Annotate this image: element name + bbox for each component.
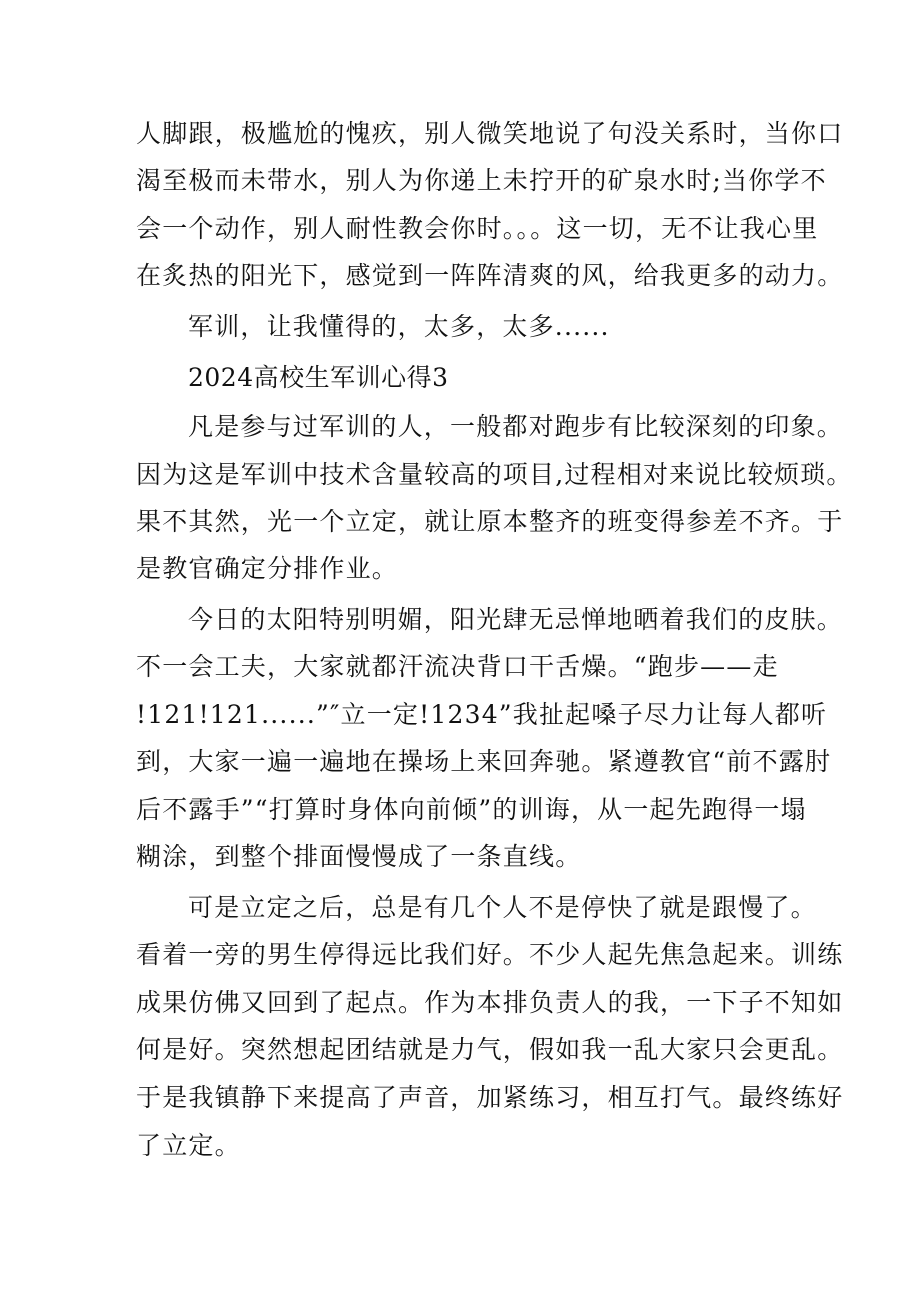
paragraph-line: 成果仿佛又回到了起点。作为本排负责人的我，一下子不知如: [136, 988, 844, 1017]
paragraph-line: !121!121......”″立一定!1234”我扯起嗓子尽力让每人都听: [136, 700, 828, 729]
paragraph-line: 今日的太阳特别明媚，阳光肆无忌惮地晒着我们的皮肤。: [188, 605, 844, 634]
paragraph-line: 了立定。: [136, 1131, 241, 1160]
paragraph-line: 果不其然，光一个立定，就让原本整齐的班变得参差不齐。于: [136, 507, 844, 536]
paragraph-line: 因为这是军训中技术含量较高的项目,过程相对来说比较烦琐。: [136, 460, 853, 489]
paragraph-line: 渴至极而未带水，别人为你递上未拧开的矿泉水时;当你学不: [136, 166, 827, 195]
paragraph-line: 人脚跟，极尴尬的愧疚，别人微笑地说了句没关系时，当你口: [136, 119, 844, 148]
paragraph-line: 军训，让我懂得的，太多，太多......: [188, 312, 610, 341]
paragraph-line: 会一个动作，别人耐性教会你时。。。这一切，无不让我心里: [136, 214, 819, 243]
paragraph-line: 后不露手”“打算时身体向前倾”的训诲，从一起先跑得一塌: [136, 795, 807, 824]
paragraph-line: 糊涂，到整个排面慢慢成了一条直线。: [136, 842, 582, 871]
paragraph-line: 不一会工夫，大家就都汗流决背口干舌燥。“跑步——走: [136, 652, 779, 681]
paragraph-line: 看着一旁的男生停得远比我们好。不少人起先焦急起来。训练: [136, 940, 844, 969]
paragraph-line: 到，大家一遍一遍地在操场上来回奔驰。紧遵教官“前不露肘: [136, 747, 832, 776]
paragraph-line: 何是好。突然想起团结就是力气，假如我一乱大家只会更乱。: [136, 1035, 844, 1064]
section-heading: 2024高校生军训心得3: [188, 363, 449, 392]
paragraph-line: 是教官确定分排作业。: [136, 554, 399, 583]
paragraph-line: 可是立定之后，总是有几个人不是停快了就是跟慢了。: [188, 893, 817, 922]
paragraph-line: 凡是参与过军训的人，一般都对跑步有比较深刻的印象。: [188, 412, 844, 441]
paragraph-line: 在炙热的阳光下，感觉到一阵阵清爽的风，给我更多的动力。: [136, 261, 844, 290]
paragraph-line: 于是我镇静下来提高了声音，加紧练习，相互打气。最终练好: [136, 1083, 844, 1112]
